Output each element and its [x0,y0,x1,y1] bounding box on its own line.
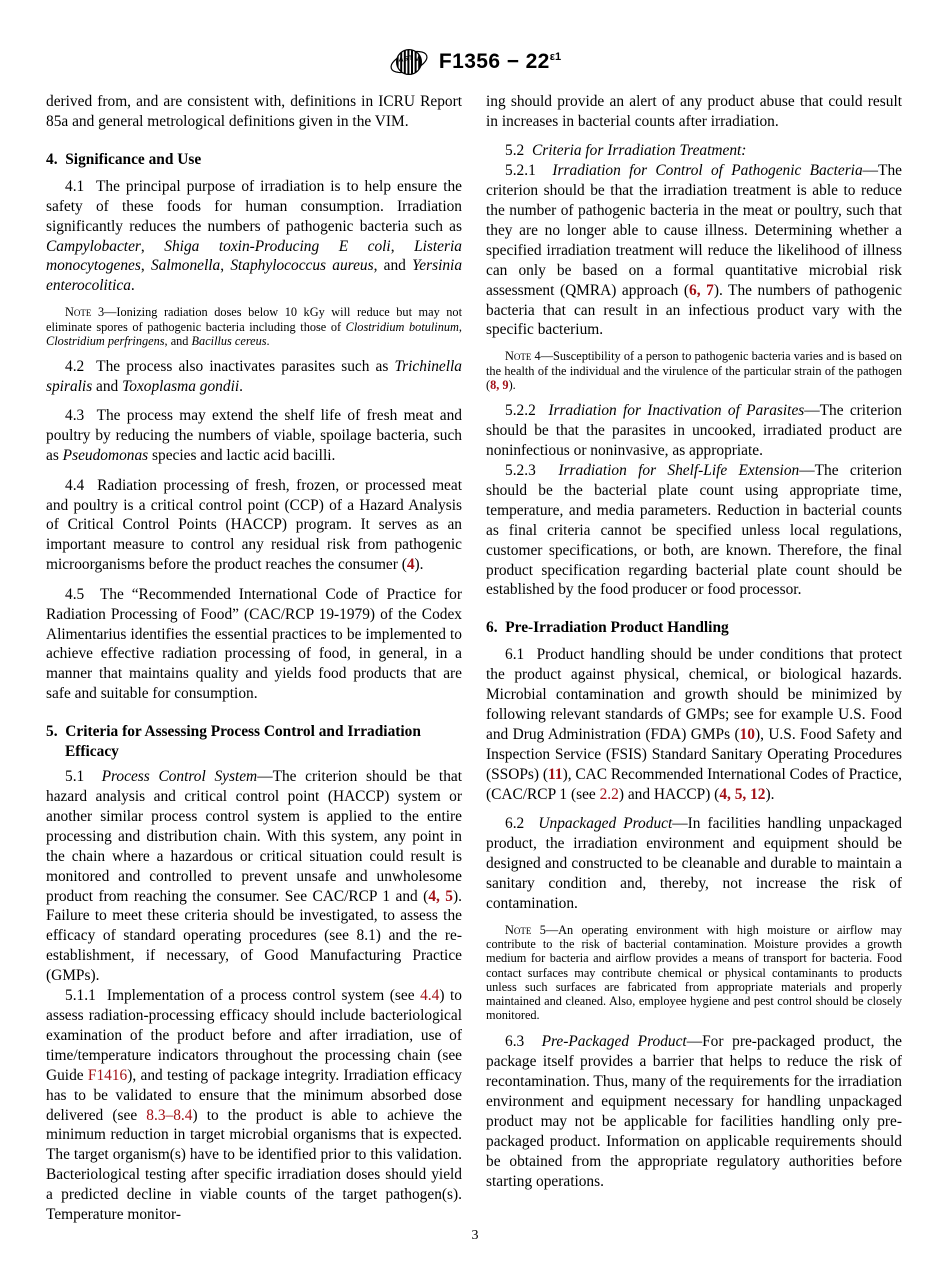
designation-year: − 22 [506,50,550,73]
reference-link[interactable]: 4, 5, 12 [719,785,766,803]
page-number: 3 [471,1228,479,1243]
section-heading-4: 4. Significance and Use [46,150,202,168]
reference-link[interactable]: F1416 [87,1066,128,1084]
reference-link[interactable]: 8, 9 [490,377,509,392]
reference-link[interactable]: 4 [406,556,415,574]
reference-link[interactable]: 11 [548,765,563,783]
svg-text:M: M [414,55,420,63]
paragraph-4-5: 4.5 The “Recommended International Code of Practice for Radiation Processing of Food” (CAC/RCP 19-1979) of the Codex Alimentarius identifies the essential practices to be implemented to achieve effective radiation processing of food, in general, in a manner that maintains quality and yields food products that are safe and suitable for consumption. [46,585,463,703]
section-heading-6: 6. Pre-Irradiation Product Handling [486,619,729,637]
astm-logo-icon [389,44,429,80]
paragraph-6-1: 6.1 Product handling should be under conditions that protect the product against physical, chemical, or biological hazards. Microbial contamination and growth should be minimized by following relevant standards of GMPs; see for example U.S. Food and Drug Administration (FDA) GMPs (10), U.S. Food Safety and Inspection Service (FSIS) Standard Sanitary Operating Procedures (SSOPs) (11), CAC Recommended International Codes of Practice, (CAC/RCP 1 (see 2.2) and HACCP) (4, 5, 12). [486,646,902,803]
designation-number: F1356 [438,50,507,73]
paragraph-5-2-1: 5.2.1 Irradiation for Control of Pathogenic Bacteria—The criterion should be that the irradiation treatment is able to reduce the number of pathogenic bacteria in the meat or poultry, such that they are no longer able to cause illness. Determining whether a specified irradiation treatment will reduce the likelihood of illness can only be based on a formal quantitative microbial risk assessment (QMRA) approach (6, 7). The numbers of pathogenic bacteria that can result in an infectious product vary with the specific bacterium. [486,162,902,339]
paragraph-5-2: 5.2 Criteria for Irradiation Treatment: [505,142,747,160]
paragraph-continued-5-1-1: ing should provide an alert of any product abuse that could result in increases in bacterial counts after irradiation. [486,93,902,130]
paragraph-5-1-1: 5.1.1 Implementation of a process control system (see 4.4) to assess radiation-processing efficacy should include bacteriological examination of the product before and after irradiation, use of time/temperature indicators throughout the processing chain (see Guide F1416), and testing of package integrity. Irradiation efficacy has to be validated to ensure that the minimum absorbed dose delivered (see 8.3–8.4) to the product is able to achieve the minimum reduction in target microbial organisms that is expected. The target organism(s) have to be identified prior to this validation. Bacteriological testing after specific irradiation doses should yield a predicted decline in viable counts of the target pathogen(s). Temperature monitor- [46,987,463,1224]
note-5: Note 5—An operating environment with high moisture or airflow may contribute to the risk of bacterial contamination. Moisture provides a growth medium for bacteria and airflow provides a means of transport for bacteria. Food contact surfaces may contribute chemical or physical contaminants to products unless such surfaces are fabricated from appropriate materials and properly maintained and cleaned. Also, employee hygiene and pest control should be closely monitored. [486,922,902,1023]
paragraph-continued-intro: derived from, and are consistent with, definitions in ICRU Report 85a and general metrological definitions given in the VIM. [46,93,462,130]
svg-text:T: T [408,55,414,62]
section-heading-5: 5. Criteria for Assessing Process Control and Irradiation Efficacy [46,723,421,761]
reference-link[interactable]: 10 [739,725,755,743]
standard-designation [439,50,561,74]
left-column [46,92,462,1225]
paragraph-5-2-3: 5.2.3 Irradiation for Shelf-Life Extension—The criterion should be the bacterial plate count using appropriate time, temperature, and media parameters. Reduction in bacterial counts as final criteria cannot be specified unless local regulations, customer specifications, or both, are known. Therefore, the final product specification regarding bacterial plate count should be established by the food producer or food processor. [486,461,902,599]
paragraph-6-3: 6.3 Pre-Packaged Product—For pre-packaged product, the package itself provides a barrier that helps to reduce the risk of recontamination. Thus, many of the requirements for the irradiation environment and equipment necessary for handling unpackaged product may not be applicable for facilities handling only pre-packaged product. Information on applicable requirements should be obtained from the appropriate regulatory authorities before starting operations. [486,1033,902,1190]
paragraph-5-1: 5.1 Process Control System—The criterion should be that hazard analysis and critical control point (HACCP) system or another similar process control system is applied to the entire processing and distribution chain. With this system, any point in the chain where a hazardous or critical situation could result is monitored and controlled to prevent unsafe and unwholesome product from reaching the consumer. See CAC/RCP 1 and (4, 5). Failure to meet these criteria should be investigated, to assess the efficacy of standard operating procedures (see 8.1) and the re-establishment, if necessary, of Good Manufacturing Practice (GMPs). [46,768,462,985]
paragraph-4-2: 4.2 The process also inactivates parasites such as Trichinella spiralis and Toxoplasma gondii. [46,358,462,396]
page-header [0,44,950,80]
reference-link[interactable]: 4.4 [420,987,440,1005]
svg-text:A: A [398,56,404,64]
paragraph-4-4: 4.4 Radiation processing of fresh, frozen, or processed meat and poultry is a critical control point (CCP) of a Hazard Analysis of Critical Control Points (HACCP) program. It serves as an important measure to control any residual risk from pathogenic microorganisms before the product reaches the consumer (4). [46,476,462,574]
reference-link[interactable]: 6, 7 [689,281,714,299]
note-4: Note 4—Susceptibility of a person to pathogenic bacteria varies and is based on the health of the individual and the virulence of the particular strain of the pathogen (8, 9). [486,349,902,392]
reference-link[interactable]: 4, 5 [428,887,454,905]
reference-link[interactable]: 2.2 [599,785,619,803]
paragraph-6-2: 6.2 Unpackaged Product—In facilities handling unpackaged product, the irradiation environment and equipment should be designed and constructed to be cleanable and durable to maintain a sanitary condition and, thereby, not increase the risk of contamination. [486,815,902,912]
paragraph-4-3: 4.3 The process may extend the shelf life of fresh meat and poultry by reducing the numbers of viable, spoilage bacteria, such as Pseudomonas species and lactic acid bacilli. [46,407,463,465]
paragraph-4-1: 4.1 The principal purpose of irradiation is to help ensure the safety of these foods for human consumption. Irradiation significantly reduces the numbers of pathogenic bacteria such as Campylobacter, Shiga toxin-Producing E coli, Listeria monocytogenes, Salmonella, Staphylococcus aureus, and Yersinia enterocolitica. [46,177,463,295]
right-column [486,92,902,1191]
designation-revision: ε1 [549,51,562,63]
note-3: Note 3—Ionizing radiation doses below 10 kGy will reduce but may not eliminate spores of pathogenic bacteria including those of Clostridium botulinum, Clostridium perfringens, and Bacillus cereus. [46,305,462,348]
paragraph-5-2-2: 5.2.2 Irradiation for Inactivation of Parasites—The criterion should be that the parasites in uncooked, irradiated product are noninfectious or noninvasive, as appropriate. [486,402,902,460]
svg-text:S: S [403,55,409,63]
reference-link[interactable]: 8.3–8.4 [146,1106,193,1124]
